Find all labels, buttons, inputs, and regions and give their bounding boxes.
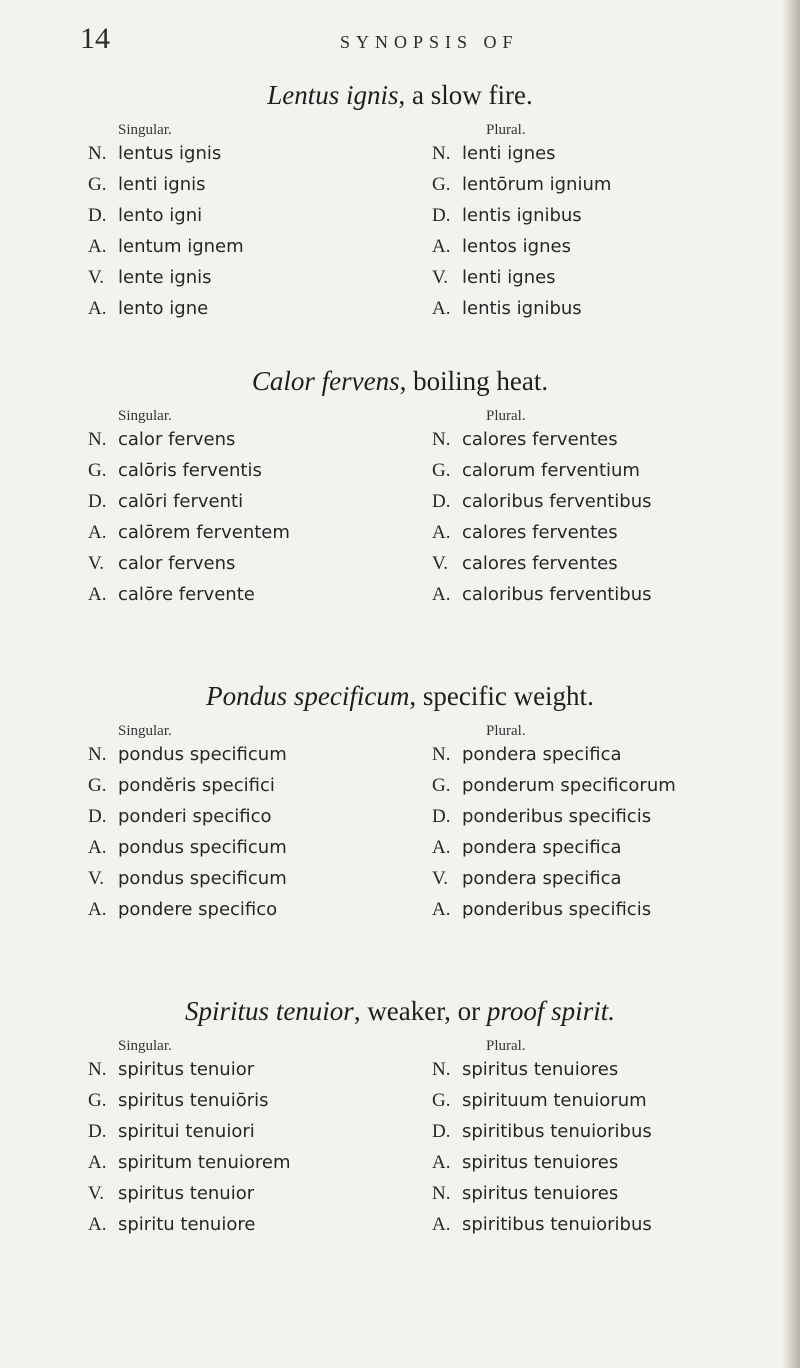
declension-row	[88, 801, 287, 832]
case-label: A.	[432, 899, 451, 920]
declension-row	[432, 1178, 652, 1209]
declined-form: spiritibus tenuioribus	[462, 1214, 652, 1235]
declined-form: pondera specifica	[462, 837, 622, 858]
declension-row	[432, 200, 611, 231]
case-label: N.	[432, 143, 451, 164]
declined-form: calōre fervente	[118, 584, 255, 605]
declension-row	[432, 770, 676, 801]
case-label: A.	[432, 522, 451, 543]
declension-row	[432, 863, 676, 894]
declined-form: lenti ignis	[118, 174, 206, 195]
declined-form: lente ignis	[118, 267, 212, 288]
english-term: proof spirit.	[486, 996, 615, 1026]
declension-row	[88, 293, 244, 324]
case-label: A.	[88, 298, 107, 319]
case-label: A.	[432, 584, 451, 605]
declined-form: lentus ignis	[118, 143, 222, 164]
declined-form: calōrem ferventem	[118, 522, 290, 543]
declined-form: pondus specificum	[118, 837, 287, 858]
declension-row	[432, 548, 652, 579]
declension-row	[88, 863, 287, 894]
declension-row	[88, 1147, 291, 1178]
declension-row	[432, 894, 676, 925]
case-label: D.	[432, 205, 451, 226]
declension-row	[88, 832, 287, 863]
declension-row	[88, 517, 290, 548]
case-label: A.	[432, 298, 451, 319]
english-gloss: , specific weight.	[409, 681, 594, 711]
case-label: A.	[88, 1214, 107, 1235]
section-heading	[0, 80, 800, 111]
singular-label: Singular.	[118, 122, 172, 138]
declined-form: lentum ignem	[118, 236, 244, 257]
singular-column	[88, 138, 244, 324]
declined-form: spiritus tenuiores	[462, 1152, 619, 1173]
declension-row	[432, 739, 676, 770]
declined-form: lento igne	[118, 298, 209, 319]
case-label: V.	[88, 1183, 105, 1204]
declension-row	[88, 262, 244, 293]
declension-row	[88, 770, 287, 801]
latin-term: Spiritus tenuior	[185, 996, 354, 1026]
section-heading	[0, 996, 800, 1027]
latin-term: Calor fervens	[251, 366, 400, 396]
declension-row	[432, 169, 611, 200]
declined-form: pondĕris specifici	[118, 775, 275, 796]
declined-form: lenti ignes	[462, 267, 556, 288]
case-label: V.	[432, 267, 449, 288]
declined-form: lentos ignes	[462, 236, 571, 257]
case-label: N.	[88, 429, 107, 450]
declined-form: spirituum tenuiorum	[462, 1090, 647, 1111]
declension-row	[88, 894, 287, 925]
case-label: V.	[88, 868, 105, 889]
latin-term: Lentus ignis	[267, 80, 399, 110]
declension-row	[432, 1085, 652, 1116]
declension-row	[432, 832, 676, 863]
section-heading	[0, 366, 800, 397]
declension-row	[88, 1209, 291, 1240]
case-label: G.	[432, 1090, 451, 1111]
declension-row	[432, 262, 611, 293]
declined-form: pondere specifico	[118, 899, 278, 920]
case-label: N.	[432, 429, 451, 450]
singular-column	[88, 424, 290, 610]
declension-row	[88, 579, 290, 610]
declined-form: pondus specificum	[118, 868, 287, 889]
singular-label: Singular.	[118, 723, 172, 739]
declension-row	[432, 1147, 652, 1178]
case-label: D.	[88, 491, 107, 512]
case-label: A.	[88, 1152, 107, 1173]
declined-form: calorum ferventium	[462, 460, 640, 481]
singular-label: Singular.	[118, 1038, 172, 1054]
english-gloss: , a slow fire.	[398, 80, 533, 110]
latin-term: Pondus specificum	[206, 681, 410, 711]
declined-form: lentis ignibus	[462, 205, 582, 226]
case-label: A.	[88, 236, 107, 257]
declension-row	[88, 739, 287, 770]
case-label: D.	[88, 1121, 107, 1142]
declension-row	[432, 231, 611, 262]
declension-row	[88, 231, 244, 262]
plural-column	[432, 138, 611, 324]
declined-form: ponderibus specificis	[462, 899, 652, 920]
declined-form: calōris ferventis	[118, 460, 262, 481]
declined-form: spiritus tenuiores	[462, 1059, 619, 1080]
plural-column	[432, 739, 676, 925]
declined-form: pondera specifica	[462, 744, 622, 765]
case-label: G.	[432, 174, 451, 195]
singular-column	[88, 1054, 291, 1240]
declension-row	[88, 486, 290, 517]
declension-row	[88, 1116, 291, 1147]
case-label: N.	[432, 1059, 451, 1080]
declension-row	[432, 801, 676, 832]
declension-row	[88, 138, 244, 169]
case-label: A.	[88, 584, 107, 605]
declined-form: pondus specificum	[118, 744, 287, 765]
declined-form: lentōrum ignium	[462, 174, 612, 195]
case-label: N.	[88, 143, 107, 164]
declined-form: caloribus ferventibus	[462, 584, 652, 605]
declension-row	[88, 1178, 291, 1209]
declined-form: calores ferventes	[462, 429, 618, 450]
case-label: N.	[88, 744, 107, 765]
declension-row	[432, 517, 652, 548]
case-label: A.	[432, 1152, 451, 1173]
declined-form: spiritu tenuiore	[118, 1214, 256, 1235]
declined-form: spiritus tenuiores	[462, 1183, 619, 1204]
case-label: N.	[432, 744, 451, 765]
case-label: A.	[432, 1214, 451, 1235]
case-label: G.	[88, 775, 107, 796]
english-gloss: , weaker, or	[353, 996, 487, 1026]
case-label: G.	[432, 775, 451, 796]
plural-label: Plural.	[486, 122, 526, 138]
case-label: N.	[432, 1183, 451, 1204]
case-label: G.	[88, 1090, 107, 1111]
singular-label: Singular.	[118, 408, 172, 424]
case-label: V.	[432, 553, 449, 574]
declension-row	[432, 1054, 652, 1085]
declined-form: calor fervens	[118, 553, 236, 574]
case-label: V.	[88, 267, 105, 288]
case-label: G.	[432, 460, 451, 481]
declension-row	[88, 548, 290, 579]
case-label: G.	[88, 174, 107, 195]
declension-row	[432, 579, 652, 610]
declined-form: spiritus tenuior	[118, 1059, 255, 1080]
plural-column	[432, 1054, 652, 1240]
declined-form: spiritibus tenuioribus	[462, 1121, 652, 1142]
case-label: V.	[432, 868, 449, 889]
declined-form: spiritus tenuiōris	[118, 1090, 269, 1111]
declined-form: caloribus ferventibus	[462, 491, 652, 512]
declined-form: lentis ignibus	[462, 298, 582, 319]
case-label: G.	[88, 460, 107, 481]
case-label: A.	[88, 522, 107, 543]
declension-row	[432, 293, 611, 324]
declined-form: ponderi specifico	[118, 806, 272, 827]
case-label: A.	[88, 899, 107, 920]
running-title: SYNOPSIS OF	[340, 32, 519, 52]
case-label: D.	[432, 491, 451, 512]
page-number: 14	[80, 22, 110, 55]
plural-label: Plural.	[486, 723, 526, 739]
declension-row	[88, 200, 244, 231]
case-label: D.	[88, 806, 107, 827]
english-gloss: , boiling heat.	[399, 366, 549, 396]
case-label: A.	[432, 236, 451, 257]
declension-row	[432, 424, 652, 455]
case-label: A.	[88, 837, 107, 858]
declension-row	[432, 486, 652, 517]
declension-row	[88, 455, 290, 486]
declension-row	[432, 1209, 652, 1240]
plural-label: Plural.	[486, 408, 526, 424]
declension-row	[432, 138, 611, 169]
declined-form: calores ferventes	[462, 522, 618, 543]
plural-column	[432, 424, 652, 610]
declined-form: ponderibus specificis	[462, 806, 652, 827]
declined-form: pondera specifica	[462, 868, 622, 889]
declined-form: calores ferventes	[462, 553, 618, 574]
case-label: A.	[432, 837, 451, 858]
declined-form: spiritus tenuior	[118, 1183, 255, 1204]
case-label: D.	[432, 1121, 451, 1142]
case-label: N.	[88, 1059, 107, 1080]
case-label: D.	[432, 806, 451, 827]
section-heading	[0, 681, 800, 712]
declined-form: calōri ferventi	[118, 491, 244, 512]
declined-form: calor fervens	[118, 429, 236, 450]
declined-form: lenti ignes	[462, 143, 556, 164]
declined-form: spiritui tenuiori	[118, 1121, 255, 1142]
declined-form: ponderum specificorum	[462, 775, 676, 796]
declension-row	[432, 1116, 652, 1147]
declined-form: lento igni	[118, 205, 203, 226]
plural-label: Plural.	[486, 1038, 526, 1054]
declined-form: spiritum tenuiorem	[118, 1152, 291, 1173]
singular-column	[88, 739, 287, 925]
declension-row	[88, 424, 290, 455]
declension-row	[88, 1085, 291, 1116]
declension-row	[88, 1054, 291, 1085]
running-head	[0, 22, 800, 62]
case-label: V.	[88, 553, 105, 574]
declension-row	[88, 169, 244, 200]
declension-row	[432, 455, 652, 486]
case-label: D.	[88, 205, 107, 226]
